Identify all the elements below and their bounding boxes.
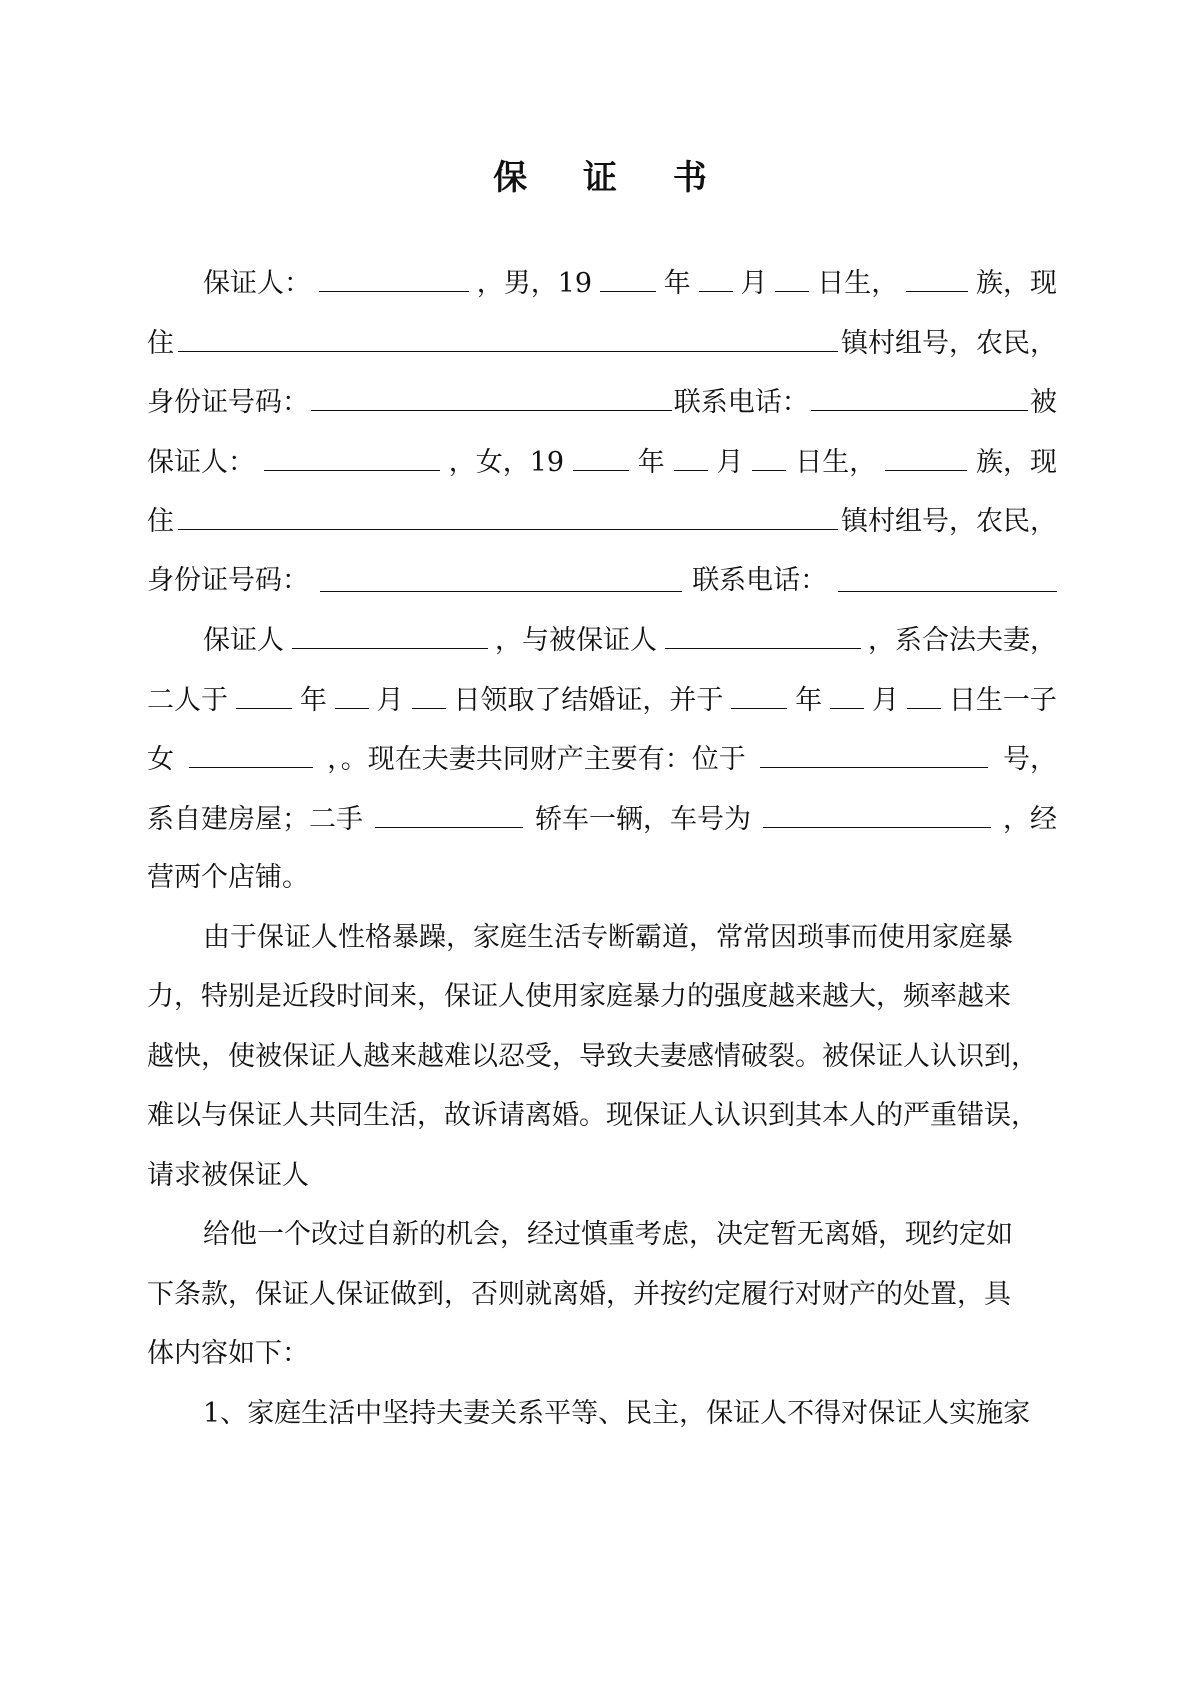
text-segment: ，男，19 bbox=[476, 268, 593, 299]
marriage-day-blank[interactable] bbox=[412, 680, 446, 709]
birth-day-blank[interactable] bbox=[752, 442, 786, 471]
marriage-month-blank[interactable] bbox=[335, 680, 369, 709]
guaranteed-info-line bbox=[147, 442, 1057, 482]
car-model-blank[interactable] bbox=[375, 799, 523, 828]
birth-month-blank[interactable] bbox=[699, 263, 733, 292]
text-segment: ，系合法夫妻， bbox=[868, 625, 1057, 656]
text-segment: ，与被保证人 bbox=[495, 625, 657, 656]
text-segment: 年 bbox=[663, 268, 691, 299]
child-birth-month-blank[interactable] bbox=[830, 680, 864, 709]
guarantor-address-line bbox=[147, 323, 1057, 363]
document-title: 保 证 书 bbox=[493, 158, 729, 198]
text-segment: 日生， bbox=[795, 447, 877, 478]
text-segment: 系自建房屋；二手 bbox=[147, 804, 363, 835]
vehicle-line bbox=[147, 799, 1057, 839]
guaranteed-id-line bbox=[147, 561, 1057, 601]
birth-month-blank[interactable] bbox=[674, 442, 708, 471]
text-segment: 月 bbox=[716, 447, 744, 478]
text-segment: 联系电话： bbox=[692, 565, 828, 596]
child-name-blank[interactable] bbox=[189, 739, 313, 768]
paragraph-line: 越快，使被保证人越来越难以忍受，导致夫妻感情破裂。被保证人认识到， bbox=[147, 1041, 1038, 1072]
text-segment: 住 bbox=[147, 506, 174, 537]
text-segment: 联系电话： bbox=[673, 387, 809, 418]
guaranteed-name-blank[interactable] bbox=[264, 442, 440, 471]
guarantor-phone-blank[interactable] bbox=[811, 382, 1028, 411]
guarantor-name-blank[interactable] bbox=[319, 263, 469, 292]
child-birth-year-blank[interactable] bbox=[731, 680, 787, 709]
text-segment: 年 bbox=[795, 685, 823, 716]
guaranteed-address-line bbox=[147, 501, 1057, 541]
text-segment: 日生， bbox=[817, 268, 899, 299]
paragraph-line: 下条款，保证人保证做到，否则就离婚，并按约定履行对财产的处置，具 bbox=[147, 1279, 1011, 1310]
text-segment: 被 bbox=[1030, 387, 1057, 418]
text-segment: ，。现在夫妻共同财产主要有：位于 bbox=[327, 744, 746, 775]
car-plate-blank[interactable] bbox=[763, 799, 991, 828]
paragraph-line: 营两个店铺。 bbox=[147, 862, 309, 893]
paragraph-line: 给他一个改过自新的机会，经过慎重考虑，决定暂无离婚，现约定如 bbox=[203, 1219, 1013, 1250]
birth-day-blank[interactable] bbox=[775, 263, 809, 292]
guarantor-info-line bbox=[203, 263, 1057, 303]
paragraph-line: 由于保证人性格暴躁，家庭生活专断霸道，常常因琐事而使用家庭暴 bbox=[203, 922, 1013, 953]
marriage-line bbox=[203, 620, 1057, 660]
text-segment: 日领取了结婚证，并于 bbox=[453, 685, 724, 716]
text-segment: 年 bbox=[299, 685, 327, 716]
paragraph-line: 体内容如下： bbox=[147, 1338, 309, 1369]
child-birth-day-blank[interactable] bbox=[907, 680, 941, 709]
text-segment: 身份证号码： bbox=[147, 387, 309, 418]
text-segment: 保证人： bbox=[147, 447, 255, 478]
property-line bbox=[147, 739, 1057, 779]
guaranteed-phone-blank[interactable] bbox=[838, 563, 1057, 592]
ethnicity-blank[interactable] bbox=[885, 442, 967, 471]
birth-year-blank[interactable] bbox=[600, 263, 656, 292]
text-segment: 住 bbox=[147, 328, 174, 359]
ethnicity-blank[interactable] bbox=[906, 263, 968, 292]
text-segment: 月 bbox=[376, 685, 404, 716]
paragraph-line: 难以与保证人共同生活，故诉请离婚。现保证人认识到其本人的严重错误， bbox=[147, 1100, 1038, 1131]
text-segment: ，女，19 bbox=[448, 447, 565, 478]
marriage-year-blank[interactable] bbox=[236, 680, 292, 709]
text-segment: 镇村组号，农民， bbox=[841, 506, 1057, 537]
text-segment: 年 bbox=[637, 447, 665, 478]
paragraph-line: 力，特别是近段时间来，保证人使用家庭暴力的强度越来越大，频率越来 bbox=[147, 981, 1011, 1012]
guarantor-id-line bbox=[147, 382, 1057, 422]
text-segment: 女 bbox=[147, 744, 174, 775]
guaranteed-name-blank-2[interactable] bbox=[665, 620, 861, 649]
birth-year-blank[interactable] bbox=[573, 442, 629, 471]
text-segment: ，经 bbox=[1003, 804, 1057, 835]
text-segment: 二人于 bbox=[147, 685, 228, 716]
guarantor-id-blank[interactable] bbox=[311, 382, 672, 411]
guarantor-address-blank[interactable] bbox=[178, 323, 838, 352]
text-segment: 保证人 bbox=[203, 625, 284, 656]
guaranteed-id-blank[interactable] bbox=[320, 563, 682, 592]
text-segment: 月 bbox=[740, 268, 768, 299]
text-segment: 保证人： bbox=[203, 268, 311, 299]
text-segment: 轿车一辆，车号为 bbox=[535, 804, 751, 835]
guarantor-name-blank-2[interactable] bbox=[292, 620, 488, 649]
guaranteed-address-blank[interactable] bbox=[178, 501, 838, 530]
text-segment: 号， bbox=[1003, 744, 1057, 775]
text-segment: 族，现 bbox=[975, 447, 1057, 478]
property-location-blank[interactable] bbox=[760, 739, 988, 768]
clause-1-line: 1、家庭生活中坚持夫妻关系平等、民主，保证人不得对保证人实施家 bbox=[203, 1398, 1031, 1429]
text-segment: 日生一子 bbox=[948, 685, 1057, 716]
text-segment: 镇村组号，农民， bbox=[841, 328, 1057, 359]
text-segment: 月 bbox=[872, 685, 900, 716]
text-segment: 身份证号码： bbox=[147, 565, 309, 596]
text-segment: 族，现 bbox=[975, 268, 1057, 299]
paragraph-line: 请求被保证人 bbox=[147, 1160, 309, 1191]
marriage-date-line bbox=[147, 680, 1057, 720]
